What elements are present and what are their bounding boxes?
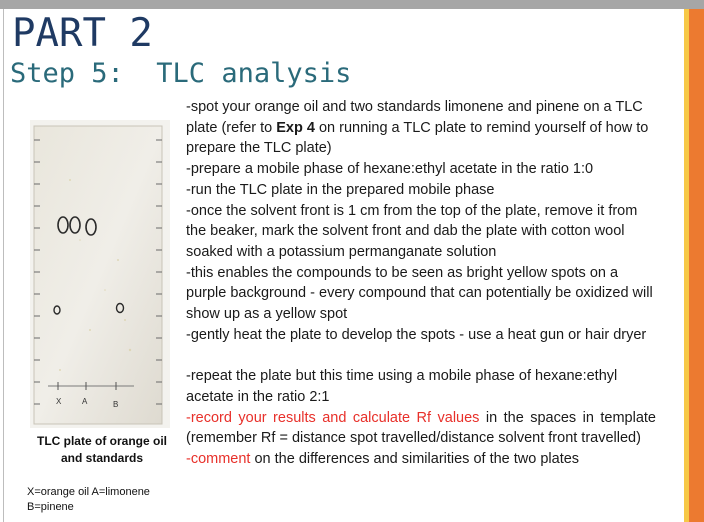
instruction-visualisation: -this enables the compounds to be seen as bright yellow spots on a purple background - every compound that can potentially be oxidized will show up as a yellow spot: [186, 264, 653, 323]
exp4-reference: Exp 4: [276, 119, 315, 136]
tlc-plate-photo: [30, 120, 170, 428]
figure-legend: [27, 485, 150, 515]
figure-caption: [26, 433, 178, 467]
instructions-list: [186, 97, 656, 470]
caption-line-1: TLC plate of orange oil: [36, 434, 167, 448]
instruction-solvent-front: -once the solvent front is 1 cm from the top of the plate, remove it from the beaker, mark the solvent front and dab the plate with cotton wool soaked with a potassium permanganate solution: [186, 202, 638, 260]
paragraph-gap: [186, 345, 656, 366]
legend-line-2: B=pinene: [27, 501, 74, 513]
instruction-mobile-phase: -prepare a mobile phase of hexane:ethyl acetate in the ratio 1:0: [186, 161, 594, 178]
left-border: [3, 9, 4, 522]
caption-line-2: and standards: [60, 451, 144, 465]
slide-title: PART 2: [12, 11, 153, 56]
lane-label-b: B: [113, 400, 119, 409]
lane-label-x: X: [56, 397, 62, 406]
instruction-heat-plate: -gently heat the plate to develop the spots - use a heat gun or hair dryer: [186, 326, 647, 343]
top-border: [0, 0, 704, 9]
slide-subtitle: Step 5: TLC analysis: [10, 58, 352, 89]
accent-stripe-orange: [689, 9, 704, 522]
instruction-comment: -comment on the differences and similarities of the two plates: [186, 450, 580, 467]
record-results-highlight: -record your results and calculate Rf values: [186, 409, 480, 426]
tlc-plate-drawing: [30, 120, 170, 428]
comment-highlight: -comment: [186, 450, 251, 467]
instruction-spot-plate: -spot your orange oil and two standards limonene and pinene on a TLC plate (refer to Exp 4 on running a TLC plate to remind yourself of how to prepare the TLC plate): [186, 99, 649, 157]
legend-line-1: X=orange oil A=limonene: [27, 486, 150, 498]
instruction-run-plate: -run the TLC plate in the prepared mobile phase: [186, 181, 495, 198]
lane-label-a: A: [82, 397, 88, 406]
plate-surface: [34, 126, 162, 424]
instruction-repeat-plate: -repeat the plate but this time using a mobile phase of hexane:ethyl acetate in the ratio 2:1: [186, 368, 618, 405]
instruction-record-results: -record your results and calculate Rf values in the spaces in template (remember Rf = distance spot travelled/distance solvent front travelled): [186, 409, 656, 447]
